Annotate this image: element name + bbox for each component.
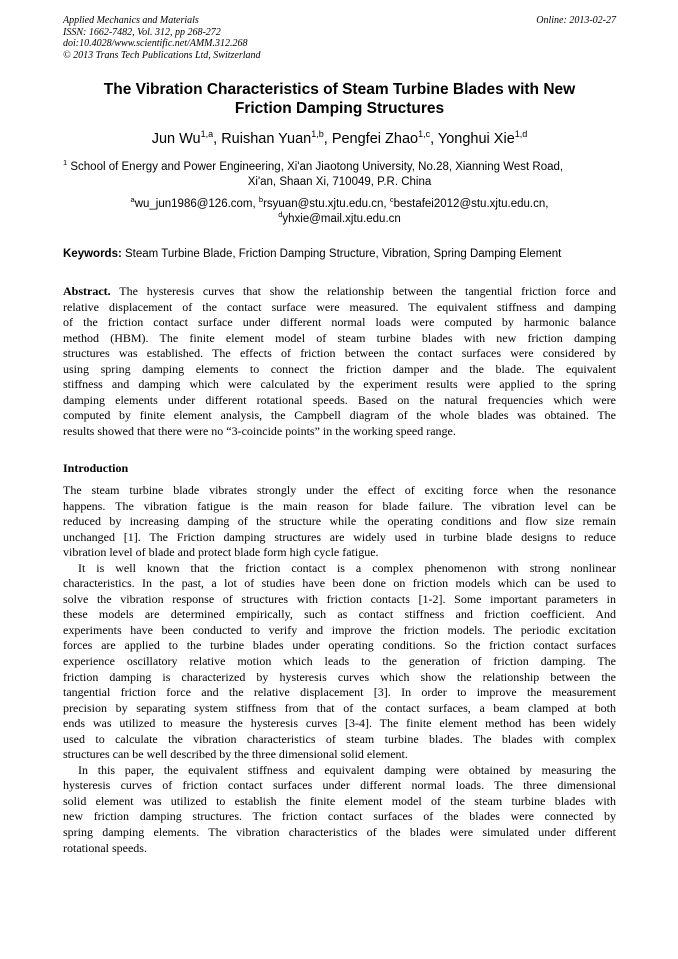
email-line: $^a$wu_jun1986@126.com, $^b$rsyuan@stu.xjtu.edu.cn, $^c$bestafei2012@stu.xjtu.edu.cn, — [130, 195, 549, 210]
affiliation — [63, 160, 616, 190]
text-line: happens. The vibration fatigue is the main reason for blade failure. The vibration level can be — [63, 498, 616, 513]
abstract-line: Abstract. The hysteresis curves that show the relationship between the tangential friction force and — [63, 284, 616, 298]
author-separator: , — [213, 131, 222, 147]
author-separator: , — [323, 131, 332, 147]
author-affiliation-mark: 1,d — [514, 129, 528, 139]
author-separator: , — [430, 131, 438, 147]
abstract-line: damping elements under different rotational speeds. Based on the natural frequencies which were — [63, 392, 616, 407]
text-line: hysteresis curves of friction contact surfaces under different normal loads. The three dimensional — [63, 778, 616, 793]
journal-issn: ISSN: 1662-7482, Vol. 312, pp 268-272 — [63, 26, 221, 38]
text-line: solid element was utilized to establish the finite element model of the steam turbine blades with — [63, 793, 616, 808]
abstract — [63, 284, 616, 439]
abstract-line: using spring damping elements to connect the friction damper and the blade. The equivalent — [63, 361, 616, 376]
text-line: these models are determined empirically, such as contact stiffness and friction coefficient. And — [63, 607, 616, 622]
text-line: used to calculate the vibration characteristics of steam turbine blades. The blades with complex — [63, 731, 616, 746]
author-name: Yonghui Xie — [437, 131, 515, 147]
affiliation-line: Xi'an, Shaan Xi, 710049, P.R. China — [247, 176, 432, 188]
text-line: spring damping elements. The vibration characteristics of the blades were simulated under different — [63, 825, 616, 840]
journal-name: Applied Mechanics and Materials — [63, 15, 199, 26]
abstract-line: structures was established. The effects of friction between the contact surfaces were considered by — [63, 346, 616, 361]
journal-header — [63, 15, 616, 61]
email-link[interactable]: yhxie@mail.xjtu.edu.cn — [282, 213, 401, 225]
paper-title — [63, 80, 616, 118]
abstract-line: of the friction contact surface under different normal loads were computed by harmonic balance — [63, 315, 616, 330]
text-line: experience oscillatory relative motion which leads to the generation of friction damping. The — [63, 654, 616, 669]
text-line: reduced by increasing damping of the structure while the operating conditions and flow size remain — [63, 514, 616, 529]
journal-doi: doi:10.4028/www.scientific.net/AMM.312.268 — [63, 38, 248, 49]
affiliation-marker: 1 — [63, 158, 68, 167]
abstract-line: results showed that there were no “3-coincide points” in the working speed range. — [63, 423, 456, 438]
author-emails — [63, 197, 616, 227]
text-line: friction damping is characterized by hysteresis curves which show the relationship between the — [63, 669, 616, 684]
affiliation-line: $^1$ School of Energy and Power Engineering, Xi'an Jiaotong University, No.28, Xianning West Road, — [63, 158, 564, 173]
text-line: The steam turbine blade vibrates strongly under the effect of exciting force when the resonance — [63, 483, 616, 497]
title-line: The Vibration Characteristics of Steam Turbine Blades with New — [103, 81, 576, 98]
email-link[interactable]: rsyuan@stu.xjtu.edu.cn, — [263, 198, 390, 210]
abstract-line: relative displacement of the contact surface were measured. The equivalent stiffness and damping — [63, 299, 616, 314]
author-affiliation-mark: 1,b — [311, 129, 324, 139]
author-affiliation-mark: 1,a — [200, 129, 214, 139]
section-heading-introduction: Introduction — [63, 461, 129, 475]
introduction-body — [63, 483, 616, 856]
text-line: vibration level of blade and protect blade form high cycle fatigue. — [63, 545, 379, 560]
author-name: Pengfei Zhao — [331, 131, 419, 147]
keywords-text: Steam Turbine Blade, Friction Damping Structure, Vibration, Spring Damping Element — [121, 248, 562, 260]
text-line: unchanged [1]. The Friction damping structures are widely used in turbine blade designs to reduce — [63, 529, 616, 544]
email-link[interactable]: wu_jun1986@126.com, — [134, 198, 259, 210]
text-line: ends was utilized to measure the hysteresis curves [3-4]. The finite element method has been widely — [63, 716, 616, 731]
text-line: solve the vibration response of structures with friction contacts [1-2]. Some important parameters in — [63, 591, 616, 606]
abstract-line: computed by finite element analysis, the Campbell diagram of the whole blades was obtained. The — [63, 408, 616, 423]
text-line: structures can be well described by the three dimensional solid element. — [63, 747, 408, 762]
journal-copyright: © 2013 Trans Tech Publications Ltd, Switzerland — [63, 49, 261, 61]
keywords — [63, 247, 616, 262]
email-line: $^d$yhxie@mail.xjtu.edu.cn — [278, 210, 401, 225]
text-line: precision by separating system stiffness from that of the contact surfaces, a beam clamped at both — [63, 700, 616, 715]
online-date: Online: 2013-02-27 — [536, 15, 616, 26]
title-line: Friction Damping Structures — [234, 100, 445, 117]
text-line: rotational speeds. — [63, 840, 147, 855]
text-line: tangential friction force and the relative displacement [3]. In order to improve the measurement — [63, 685, 616, 700]
author-name: Jun Wu — [151, 131, 201, 147]
abstract-label: Abstract. — [63, 284, 111, 298]
author-affiliation-mark: 1,c — [418, 129, 431, 139]
keywords-label: Keywords: — [63, 248, 122, 260]
text-line: new friction damping structures. The friction contact surfaces of the blades were connected by — [63, 809, 616, 824]
abstract-line: method (HBM). The finite element model of steam turbine blades with new friction damping — [63, 330, 616, 345]
text-line: experiments have been conducted to verify and improve the friction models. The periodic excitation — [63, 622, 616, 637]
journal-info — [63, 15, 616, 61]
author-list — [63, 129, 616, 149]
text-line: characteristics. In the past, a lot of studies have been done on friction models which can be used to — [63, 576, 616, 591]
text-line: forces are applied to the turbine blades under operating conditions. So the friction contact surfaces — [63, 638, 616, 653]
text-line: In this paper, the equivalent stiffness and equivalent damping were obtained by measuring the — [78, 762, 616, 777]
author-name: Ruishan Yuan — [221, 131, 312, 147]
text-line: It is well known that the friction contact is a complex phenomenon with strong nonlinear — [78, 560, 616, 575]
email-link[interactable]: bestafei2012@stu.xjtu.edu.cn, — [393, 198, 549, 210]
abstract-line: stiffness and damping which were calculated by the experiment results were applied to the spring — [63, 377, 616, 392]
